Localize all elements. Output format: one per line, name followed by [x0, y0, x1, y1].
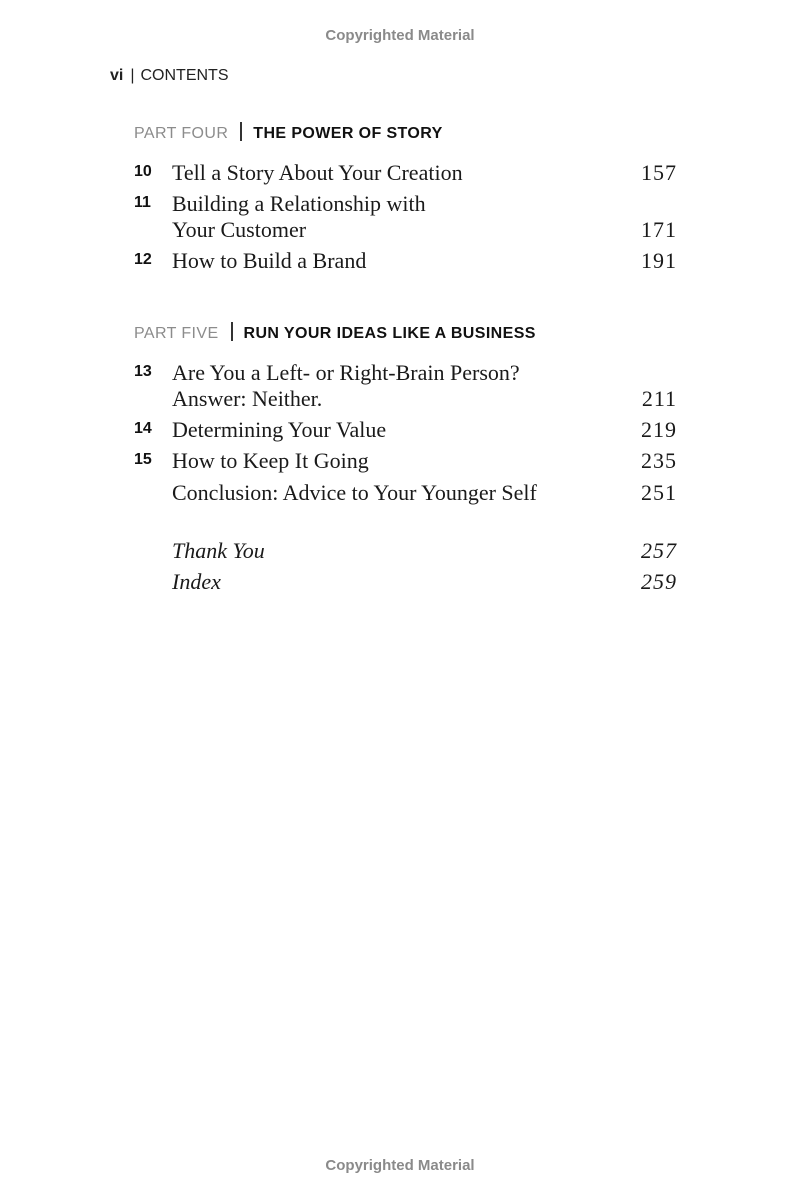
chapter-number: 14 [134, 420, 152, 437]
page-folio: vi [110, 67, 124, 84]
chapter-title-line: Are You a Left- or Right-Brain Person? [172, 360, 520, 385]
chapter-title [172, 160, 612, 186]
chapter-title [172, 191, 612, 243]
chapter-title-line: How to Build a Brand [172, 248, 367, 273]
back-matter-page-number: 257 [641, 538, 677, 563]
back-matter-title: Index [172, 569, 221, 594]
chapter-title [172, 360, 612, 412]
watermark-bottom: Copyrighted Material [325, 1157, 475, 1174]
chapter-title-line: Your Customer [172, 217, 307, 242]
chapter-number: 11 [134, 194, 151, 211]
watermark-top: Copyrighted Material [325, 27, 475, 44]
running-head-section: CONTENTS [140, 67, 229, 84]
chapter-page-number: 171 [641, 217, 677, 242]
part-divider [240, 122, 242, 141]
running-head-separator: | [130, 67, 135, 84]
chapter-page-number: 157 [641, 160, 677, 185]
chapter-number: 10 [134, 163, 152, 180]
chapter-title-line: Answer: Neither. [172, 386, 323, 411]
part-title: RUN YOUR IDEAS LIKE A BUSINESS [243, 325, 536, 342]
chapter-title-line: Tell a Story About Your Creation [172, 160, 463, 185]
chapter-title [172, 248, 612, 274]
back-matter-page-number: 259 [641, 569, 677, 594]
chapter-page-number: 191 [641, 248, 677, 273]
chapter-page-number: 211 [641, 386, 677, 411]
chapter-number: 15 [134, 451, 152, 468]
chapter-title [172, 417, 612, 443]
chapter-title-line: How to Keep It Going [172, 448, 369, 473]
chapter-page-number: 219 [641, 417, 677, 442]
part-title: THE POWER OF STORY [253, 125, 443, 142]
chapter-page-number: 235 [641, 448, 677, 473]
part-label: PART FIVE [134, 325, 219, 342]
part-divider [231, 322, 233, 341]
chapter-title-line: Determining Your Value [172, 417, 387, 442]
chapter-title [172, 480, 612, 506]
chapter-number: 12 [134, 251, 152, 268]
chapter-title-line: Conclusion: Advice to Your Younger Self [172, 480, 537, 505]
chapter-title-line: Building a Relationship with [172, 191, 426, 216]
part-label: PART FOUR [134, 125, 229, 142]
chapter-number: 13 [134, 363, 152, 380]
part-heading-five [134, 322, 536, 343]
chapter-page-number: 251 [641, 480, 677, 505]
back-matter-title: Thank You [172, 538, 265, 563]
running-head [110, 67, 229, 85]
chapter-title [172, 448, 612, 474]
part-heading-four [134, 122, 443, 143]
